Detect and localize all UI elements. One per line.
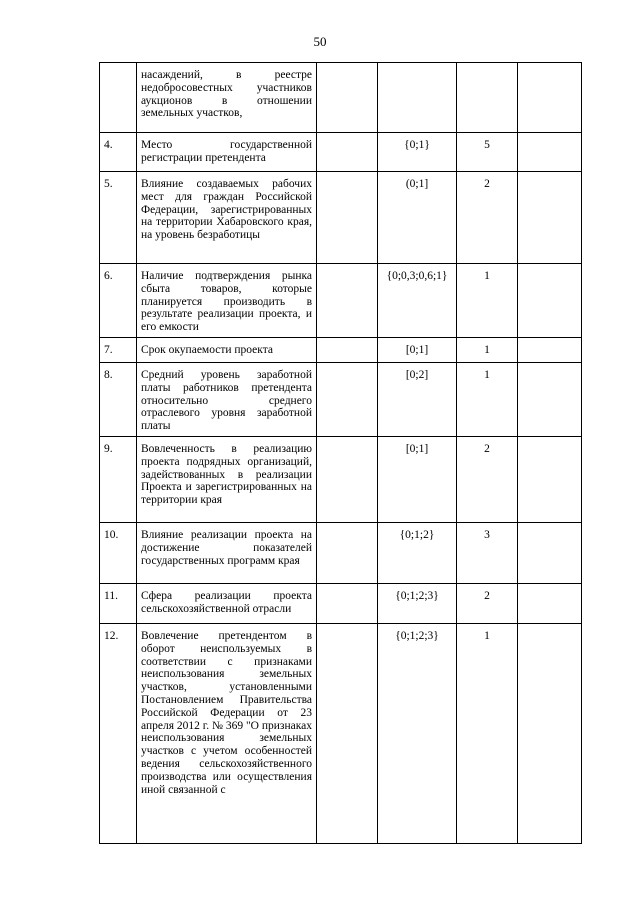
table-row (100, 523, 582, 584)
row-number: 9. (100, 437, 137, 523)
table-row (100, 63, 582, 133)
criterion-text: Срок окупаемости проекта (137, 338, 317, 363)
empty-cell (317, 624, 378, 844)
value-range: {0;1;2;3} (378, 624, 457, 844)
criteria-table (99, 62, 582, 844)
value-range: {0;0,3;0,6;1} (378, 264, 457, 338)
weight-value: 1 (457, 624, 518, 844)
empty-cell (317, 363, 378, 437)
empty-cell (518, 523, 582, 584)
weight-value: 2 (457, 172, 518, 264)
row-number: 5. (100, 172, 137, 264)
table-row (100, 584, 582, 624)
empty-cell (317, 584, 378, 624)
row-number: 4. (100, 133, 137, 172)
row-number: 8. (100, 363, 137, 437)
table-row (100, 437, 582, 523)
empty-cell (518, 63, 582, 133)
criterion-text: Вовлечение претендентом в оборот неиспользуемых в соответствии с признаками неиспользования земельных участков, установленными Постановлением Правительства Российской Федерации от 23 апреля 2012 г. № 369 "О признаках неиспользования земельных участков с учетом особенностей ведения сельскохозяйственного производства или осуществления иной связанной с (137, 624, 317, 844)
weight-value: 3 (457, 523, 518, 584)
value-range: {0;1} (378, 133, 457, 172)
table-row (100, 624, 582, 844)
empty-cell (317, 133, 378, 172)
value-range: {0;1;2} (378, 523, 457, 584)
value-range: [0;1] (378, 338, 457, 363)
row-number: 10. (100, 523, 137, 584)
page-number: 50 (313, 34, 327, 49)
empty-cell (518, 437, 582, 523)
row-number: 12. (100, 624, 137, 844)
weight-value (457, 63, 518, 133)
value-range: (0;1] (378, 172, 457, 264)
empty-cell (518, 338, 582, 363)
row-number (100, 63, 137, 133)
weight-value: 5 (457, 133, 518, 172)
weight-value: 2 (457, 437, 518, 523)
empty-cell (317, 172, 378, 264)
weight-value: 1 (457, 338, 518, 363)
row-number: 7. (100, 338, 137, 363)
empty-cell (317, 437, 378, 523)
empty-cell (518, 172, 582, 264)
empty-cell (518, 363, 582, 437)
empty-cell (317, 63, 378, 133)
criterion-text: Влияние реализации проекта на достижение показателей государственных программ края (137, 523, 317, 584)
criterion-text: насаждений, в реестре недобросовестных участников аукционов в отношении земельных участков, (137, 63, 317, 133)
empty-cell (317, 264, 378, 338)
table-row (100, 338, 582, 363)
criterion-text: Наличие подтверждения рынка сбыта товаров, которые планируется производить в результате реализации проекта, и его емкости (137, 264, 317, 338)
empty-cell (518, 133, 582, 172)
value-range (378, 63, 457, 133)
weight-value: 1 (457, 264, 518, 338)
criterion-text: Средний уровень заработной платы работников претендента относительно среднего отраслевого уровня заработной платы (137, 363, 317, 437)
row-number: 6. (100, 264, 137, 338)
weight-value: 2 (457, 584, 518, 624)
row-number: 11. (100, 584, 137, 624)
value-range: {0;1;2;3} (378, 584, 457, 624)
criterion-text: Влияние создаваемых рабочих мест для граждан Российской Федерации, зарегистрированных на территории Хабаровского края, на уровень безработицы (137, 172, 317, 264)
value-range: [0;1] (378, 437, 457, 523)
empty-cell (518, 624, 582, 844)
criterion-text: Сфера реализации проекта сельскохозяйственной отрасли (137, 584, 317, 624)
empty-cell (518, 264, 582, 338)
weight-value: 1 (457, 363, 518, 437)
table-row (100, 264, 582, 338)
table-row (100, 172, 582, 264)
empty-cell (317, 338, 378, 363)
criterion-text: Вовлеченность в реализацию проекта подрядных организаций, задействованных в реализации Проекта и зарегистрированных на территории края (137, 437, 317, 523)
value-range: [0;2] (378, 363, 457, 437)
table-row (100, 363, 582, 437)
empty-cell (518, 584, 582, 624)
empty-cell (317, 523, 378, 584)
criterion-text: Место государственной регистрации претендента (137, 133, 317, 172)
table-row (100, 133, 582, 172)
